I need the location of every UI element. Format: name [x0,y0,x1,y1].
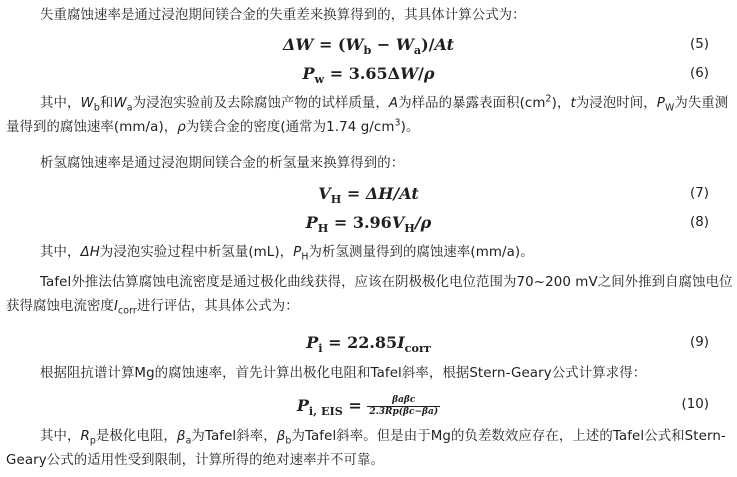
paragraph-eis-definitions: 其中，$R_p$是极化电阻，$\beta_a$为Tafel斜率，$\beta_b$为Tafel斜率。但是由于Mg的负差数效应存在，上述的Tafel公式和Stern-Geary公式的适用性受到限制，计算所得的绝对速率并不可靠。 [6,429,726,468]
equation-6-number: (6) [690,66,709,81]
equation-5 [0,33,737,57]
equation-6 [0,62,737,86]
equation-7-number: (7) [690,186,709,201]
equation-7 [0,182,737,206]
equation-7-expression: $V_H = \Delta H/At$ [318,184,419,207]
paragraph-weight-loss-intro: 失重腐蚀速率是通过浸泡期间镁合金的失重差来换算得到的，其具体计算公式为： [40,8,526,23]
equation-10-fraction: $\frac{\text{βaβc}}{2.3Rp(\beta c-\beta a)}$ [369,395,439,417]
equation-8-expression: $P_H = 3.96V_H/\rho$ [305,213,432,236]
paragraph-weight-loss-definitions: 其中，$W_b$和$W_a$为浸泡实验前及去除腐蚀产物的试样质量，A为样品的暴露表面积$(cm^2)$，t为浸泡时间，$P_W$为失重测量得到的腐蚀速率(mm/a)，ρ为镁合金的密度(通常为1.74 $g/cm^3$)。 [6,93,729,135]
equation-5-expression: $\Delta W = (W_b - W_a)/At$ [282,35,455,58]
equation-6-expression: $P_w = 3.65\Delta W/\rho$ [302,64,435,87]
equation-5-number: (5) [690,37,709,52]
equation-9 [0,331,737,355]
equation-10-number: (10) [681,397,709,412]
equation-8-number: (8) [690,215,709,230]
equation-8 [0,211,737,235]
equation-10 [0,393,737,417]
equation-9-number: (9) [690,335,709,350]
paragraph-eis-intro: 根据阻抗谱计算Mg的腐蚀速率，首先计算出极化电阻和Tafel斜率，根据Stern-Geary公式计算求得： [40,366,647,381]
paragraph-hydrogen-intro: 析氢腐蚀速率是通过浸泡期间镁合金的析氢量来换算得到的： [40,156,405,171]
equation-10-expression: $P_{i, EIS}$ = $\frac{\text{βaβc}}{2.3Rp(\beta c-\beta a)}$ [296,395,439,419]
equation-9-expression: $P_i = 22.85I_{corr}$ [306,333,431,356]
paragraph-hydrogen-definitions: 其中，ΔH为浸泡实验过程中析氢量(mL)，$P_H$为析氢测量得到的腐蚀速率(mm/a)。 [40,245,534,263]
paragraph-tafel-intro: Tafel外推法估算腐蚀电流密度是通过极化曲线获得，应该在阴极极化电位范围为70~200 mV之间外推到自腐蚀电位获得腐蚀电流密度$I_{corr}$进行评估，其具体公式为： [6,275,733,317]
